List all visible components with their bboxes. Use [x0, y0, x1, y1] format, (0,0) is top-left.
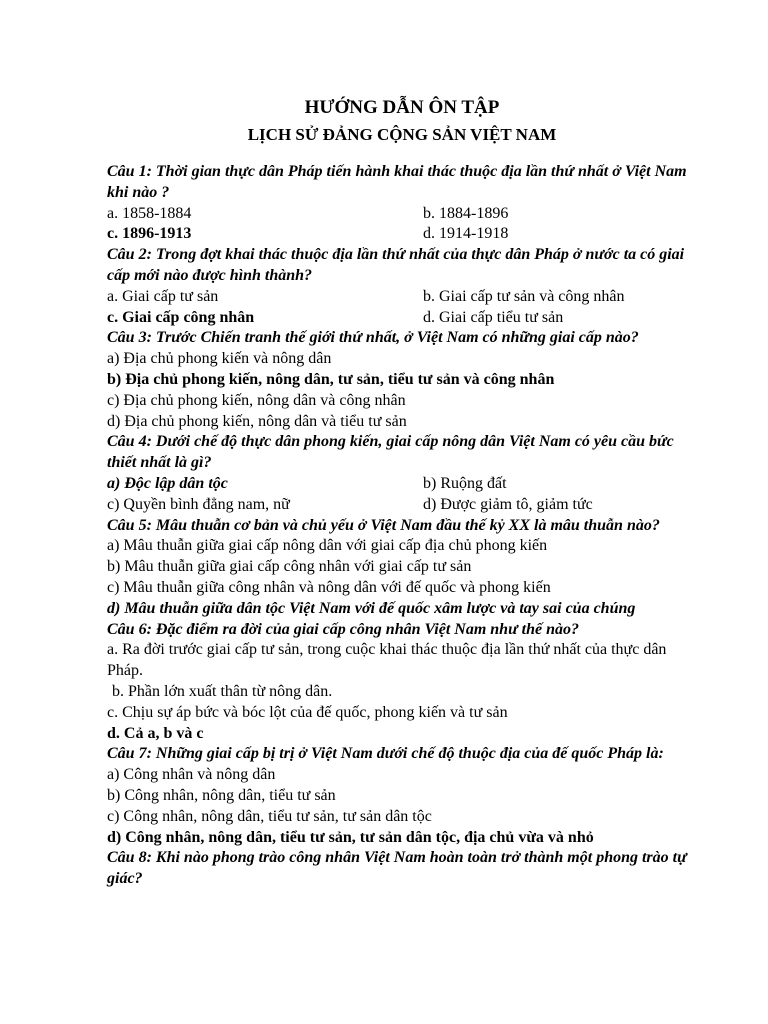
q5-option-a: a) Mâu thuẫn giữa giai cấp nông dân với giai cấp địa chủ phong kiến: [107, 537, 548, 555]
question-1: Câu 1: Thời gian thực dân Pháp tiến hành khai thác thuộc địa lần thứ nhất ở Việt Nam khi nào ?: [107, 163, 687, 201]
document-subtitle: LỊCH SỬ ĐẢNG CỘNG SẢN VIỆT NAM: [247, 125, 557, 144]
q7-option-d-answer: d) Công nhân, nông dân, tiểu tư sản, tư sản dân tộc, địa chủ vừa và nhỏ: [107, 828, 594, 846]
q1-option-b: b. 1884-1896: [423, 204, 509, 222]
document-title: HƯỚNG DẪN ÔN TẬP: [304, 97, 500, 118]
question-8: Câu 8: Khi nào phong trào công nhân Việt Nam hoàn toàn trở thành một phong trào tự giác?: [107, 849, 687, 888]
document-page: [107, 96, 697, 890]
question-3: Câu 3: Trước Chiến tranh thế giới thứ nhất, ở Việt Nam có những giai cấp nào?: [107, 329, 639, 347]
q6-option-c: c. Chịu sự áp bức và bóc lột của đế quốc, phong kiến và tư sản: [107, 703, 508, 721]
q6-option-a: a. Ra đời trước giai cấp tư sản, trong cuộc khai thác thuộc địa lần thứ nhất của thực dân Pháp.: [107, 641, 667, 680]
q6-option-b: b. Phần lớn xuất thân từ nông dân.: [112, 682, 333, 700]
q2-option-d: d. Giai cấp tiểu tư sản: [423, 308, 564, 326]
question-6: Câu 6: Đặc điểm ra đời của giai cấp công nhân Việt Nam như thế nào?: [107, 620, 579, 638]
q4-option-b: b) Ruộng đất: [423, 474, 507, 492]
q7-option-c: c) Công nhân, nông dân, tiểu tư sản, tư sản dân tộc: [107, 807, 432, 825]
q5-option-b: b) Mâu thuẫn giữa giai cấp công nhân với giai cấp tư sản: [107, 558, 472, 576]
q3-option-a: a) Địa chủ phong kiến và nông dân: [107, 350, 332, 368]
q7-option-b: b) Công nhân, nông dân, tiểu tư sản: [107, 786, 336, 804]
q5-option-d-answer: d) Mâu thuẫn giữa dân tộc Việt Nam với đế quốc xâm lược và tay sai của chúng: [107, 599, 636, 617]
q4-option-d: d) Được giảm tô, giảm tức: [423, 495, 593, 513]
q1-row-ab: [107, 204, 697, 225]
q4-row-ab: [107, 474, 697, 495]
q1-row-cd: [107, 224, 697, 245]
q3-option-d: d) Địa chủ phong kiến, nông dân và tiểu tư sản: [107, 412, 407, 430]
q5-option-c: c) Mâu thuẫn giữa công nhân và nông dân với đế quốc và phong kiến: [107, 578, 551, 596]
q2-row-cd: [107, 308, 697, 329]
q6-option-d-answer: d. Cả a, b và c: [107, 724, 204, 742]
q4-option-c: c) Quyền bình đẳng nam, nữ: [107, 495, 290, 513]
question-5: Câu 5: Mâu thuẫn cơ bản và chủ yếu ở Việt Nam đầu thế kỷ XX là mâu thuẫn nào?: [107, 516, 660, 534]
q2-option-c-answer: c. Giai cấp công nhân: [107, 308, 255, 326]
q2-option-b: b. Giai cấp tư sản và công nhân: [423, 287, 625, 305]
q4-option-a-answer: a) Độc lập dân tộc: [107, 474, 228, 492]
q3-option-b-answer: b) Địa chủ phong kiến, nông dân, tư sản, tiểu tư sản và công nhân: [107, 370, 555, 388]
q2-row-ab: [107, 287, 697, 308]
q1-option-c-answer: c. 1896-1913: [107, 225, 192, 243]
question-4: Câu 4: Dưới chế độ thực dân phong kiến, giai cấp nông dân Việt Nam có yêu cầu bức thiết nhất là gì?: [107, 433, 674, 472]
q1-option-a: a. 1858-1884: [107, 204, 192, 222]
q4-row-cd: [107, 495, 697, 516]
question-7: Câu 7: Những giai cấp bị trị ở Việt Nam dưới chế độ thuộc địa của đế quốc Pháp là:: [107, 745, 664, 763]
q7-option-a: a) Công nhân và nông dân: [107, 766, 276, 784]
q2-option-a: a. Giai cấp tư sản: [107, 287, 219, 305]
q3-option-c: c) Địa chủ phong kiến, nông dân và công nhân: [107, 391, 406, 409]
q1-option-d: d. 1914-1918: [423, 225, 509, 243]
question-2: Câu 2: Trong đợt khai thác thuộc địa lần thứ nhất của thực dân Pháp ở nước ta có giai cấp mới nào được hình thành?: [107, 246, 685, 284]
